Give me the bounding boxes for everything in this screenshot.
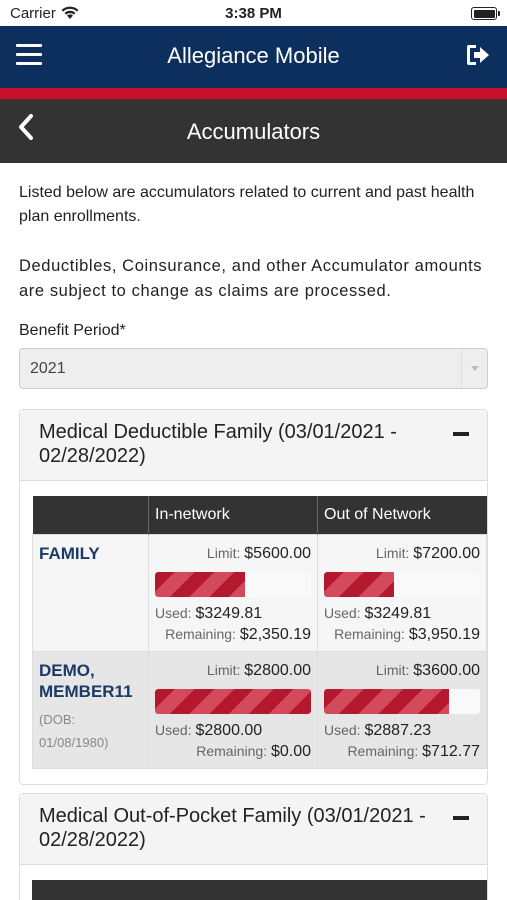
limit-value: $3600.00 — [413, 661, 480, 679]
used-label: Used: — [155, 721, 192, 738]
progress-fill — [324, 572, 394, 597]
progress-bar — [324, 572, 480, 597]
column-header-in-network: In-network — [149, 496, 318, 534]
collapse-minus-icon[interactable] — [453, 816, 469, 820]
member-cell — [33, 651, 149, 768]
benefit-period-value: 2021 — [30, 360, 66, 377]
limit-label: Limit: — [206, 661, 241, 678]
header-stripe — [0, 88, 507, 99]
out-network-cell — [318, 534, 487, 651]
accumulator-table — [32, 496, 487, 769]
limit-value: $5600.00 — [244, 544, 311, 562]
limit-label: Limit: — [375, 544, 410, 561]
used-label: Used: — [155, 604, 192, 621]
panel-title: Medical Deductible Family (03/01/2021 - 02/28/2022) — [39, 421, 397, 467]
notice-text: Deductibles, Coinsurance, and other Accumulator amounts are subject to change as claims are processed. — [19, 257, 483, 300]
deductible-panel — [19, 409, 488, 785]
battery-icon — [471, 7, 497, 20]
status-bar — [0, 0, 507, 26]
column-header-name — [33, 496, 149, 534]
used-value: $3249.81 — [364, 604, 432, 622]
table-header-row — [33, 496, 487, 534]
remaining-value: $2,350.19 — [239, 625, 311, 643]
panel-header[interactable] — [20, 794, 487, 865]
app-title: Allegiance Mobile — [167, 43, 340, 68]
logout-icon[interactable] — [465, 43, 491, 72]
remaining-label: Remaining: — [196, 742, 268, 759]
table-row — [33, 651, 487, 768]
panel-header[interactable] — [20, 410, 487, 481]
intro-text: Listed below are accumulators related to current and past health plan enrollments. — [19, 184, 475, 225]
page-title: Accumulators — [186, 119, 321, 144]
limit-value: $2800.00 — [244, 661, 311, 679]
limit-value: $7200.00 — [413, 544, 480, 562]
app-header — [0, 26, 507, 88]
panel-body — [20, 481, 487, 784]
progress-bar — [324, 689, 480, 714]
in-network-cell — [149, 651, 318, 768]
remaining-value: $3,950.19 — [408, 625, 480, 643]
used-value: $2800.00 — [195, 721, 263, 739]
progress-bar — [155, 572, 311, 597]
member-name: DEMO, MEMBER11 — [39, 660, 133, 701]
used-label: Used: — [324, 721, 361, 738]
benefit-period-select[interactable] — [19, 348, 488, 389]
remaining-value: $712.77 — [422, 742, 480, 760]
used-value: $2887.23 — [364, 721, 432, 739]
table-row — [33, 534, 487, 651]
progress-fill — [324, 689, 449, 714]
progress-fill — [155, 689, 311, 714]
status-time: 3:38 PM — [225, 5, 282, 22]
remaining-label: Remaining: — [347, 742, 419, 759]
progress-bar — [155, 689, 311, 714]
out-network-cell — [318, 651, 487, 768]
page-header — [0, 99, 507, 163]
member-cell — [33, 534, 149, 651]
out-of-pocket-panel — [19, 793, 488, 900]
remaining-label: Remaining: — [334, 625, 405, 642]
limit-label: Limit: — [206, 544, 241, 561]
used-label: Used: — [324, 604, 361, 621]
chevron-down-icon — [461, 349, 487, 388]
carrier-label: Carrier — [10, 5, 56, 22]
remaining-value: $0.00 — [270, 742, 311, 760]
panel-body — [20, 865, 487, 900]
panel-title: Medical Out-of-Pocket Family (03/01/2021 - 02/28/2022) — [39, 804, 426, 851]
limit-label: Limit: — [375, 661, 410, 678]
column-header-out-network: Out of Network — [318, 496, 487, 534]
in-network-cell — [149, 534, 318, 651]
progress-fill — [155, 572, 245, 597]
used-value: $3249.81 — [195, 604, 263, 622]
table-header-row — [32, 880, 487, 900]
member-dob: (DOB: 01/08/1980) — [39, 711, 109, 750]
collapse-minus-icon[interactable] — [453, 432, 469, 436]
member-name: FAMILY — [39, 543, 100, 563]
benefit-period-label: Benefit Period* — [19, 322, 126, 339]
remaining-label: Remaining: — [165, 625, 236, 642]
main-content — [0, 163, 507, 900]
